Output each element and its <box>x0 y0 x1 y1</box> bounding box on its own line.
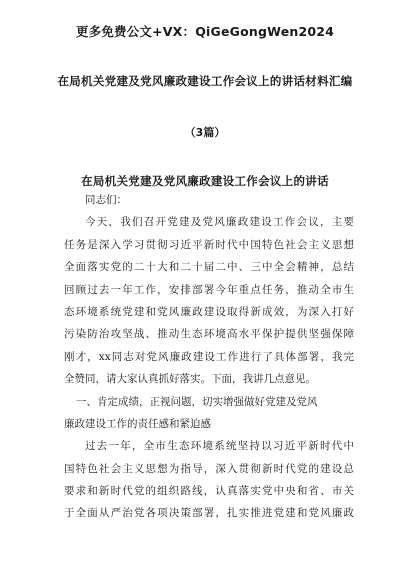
paragraph-line: 回顾过去一年工作，安排部署今年重点任务，推动全市生 <box>64 283 354 296</box>
paragraph-line: 刚才，xx同志对党风廉政建设工作进行了具体部署，我完 <box>64 350 354 363</box>
section-heading-line: 廉政建设工作的责任感和紧迫感 <box>64 417 211 430</box>
paragraph-line: 于全面从严治党各项决策部署，扎实推进党建和党风廉政 <box>64 507 354 520</box>
paragraph-line: 要求和新时代党的组织路线，认真落实党中央和省、市关 <box>64 485 354 498</box>
article-count: （3篇） <box>184 126 226 139</box>
paragraph-line: 过去一年，全市生态环境系统坚持以习近平新时代中 <box>85 440 354 453</box>
paragraph-line: 国特色社会主义思想为指导，深入贯彻新时代党的建设总 <box>64 462 354 475</box>
header-note: 更多免费公文+VX：QiGeGongWen2024 <box>75 24 335 39</box>
paragraph-line: 今天，我们召开党建及党风廉政建设工作会议，主要 <box>85 216 354 229</box>
document-title: 在局机关党建及党风廉政建设工作会议上的讲话材料汇编 <box>57 74 353 88</box>
section-heading-line: 一、肯定成绩，正视问题，切实增强做好党建及党风 <box>76 395 318 408</box>
speech-title: 在局机关党建及党风廉政建设工作会议上的讲话 <box>81 174 329 188</box>
paragraph-line: 全面落实党的二十大和二十届二中、三中全会精神，总结 <box>64 261 354 274</box>
paragraph-line: 全赞同，请大家认真抓好落实。下面，我讲几点意见。 <box>64 373 316 386</box>
speech-body <box>64 189 354 525</box>
paragraph-line: 态环境系统党建和党风廉政建设取得新成效，为深入打好 <box>64 305 354 318</box>
paragraph-line: 污染防治攻坚战、推动生态环境高水平保护提供坚强保障 <box>64 328 354 341</box>
greeting: 同志们： <box>85 194 127 206</box>
paragraph-line: 任务是深入学习贯彻习近平新时代中国特色社会主义思想 <box>64 238 354 251</box>
